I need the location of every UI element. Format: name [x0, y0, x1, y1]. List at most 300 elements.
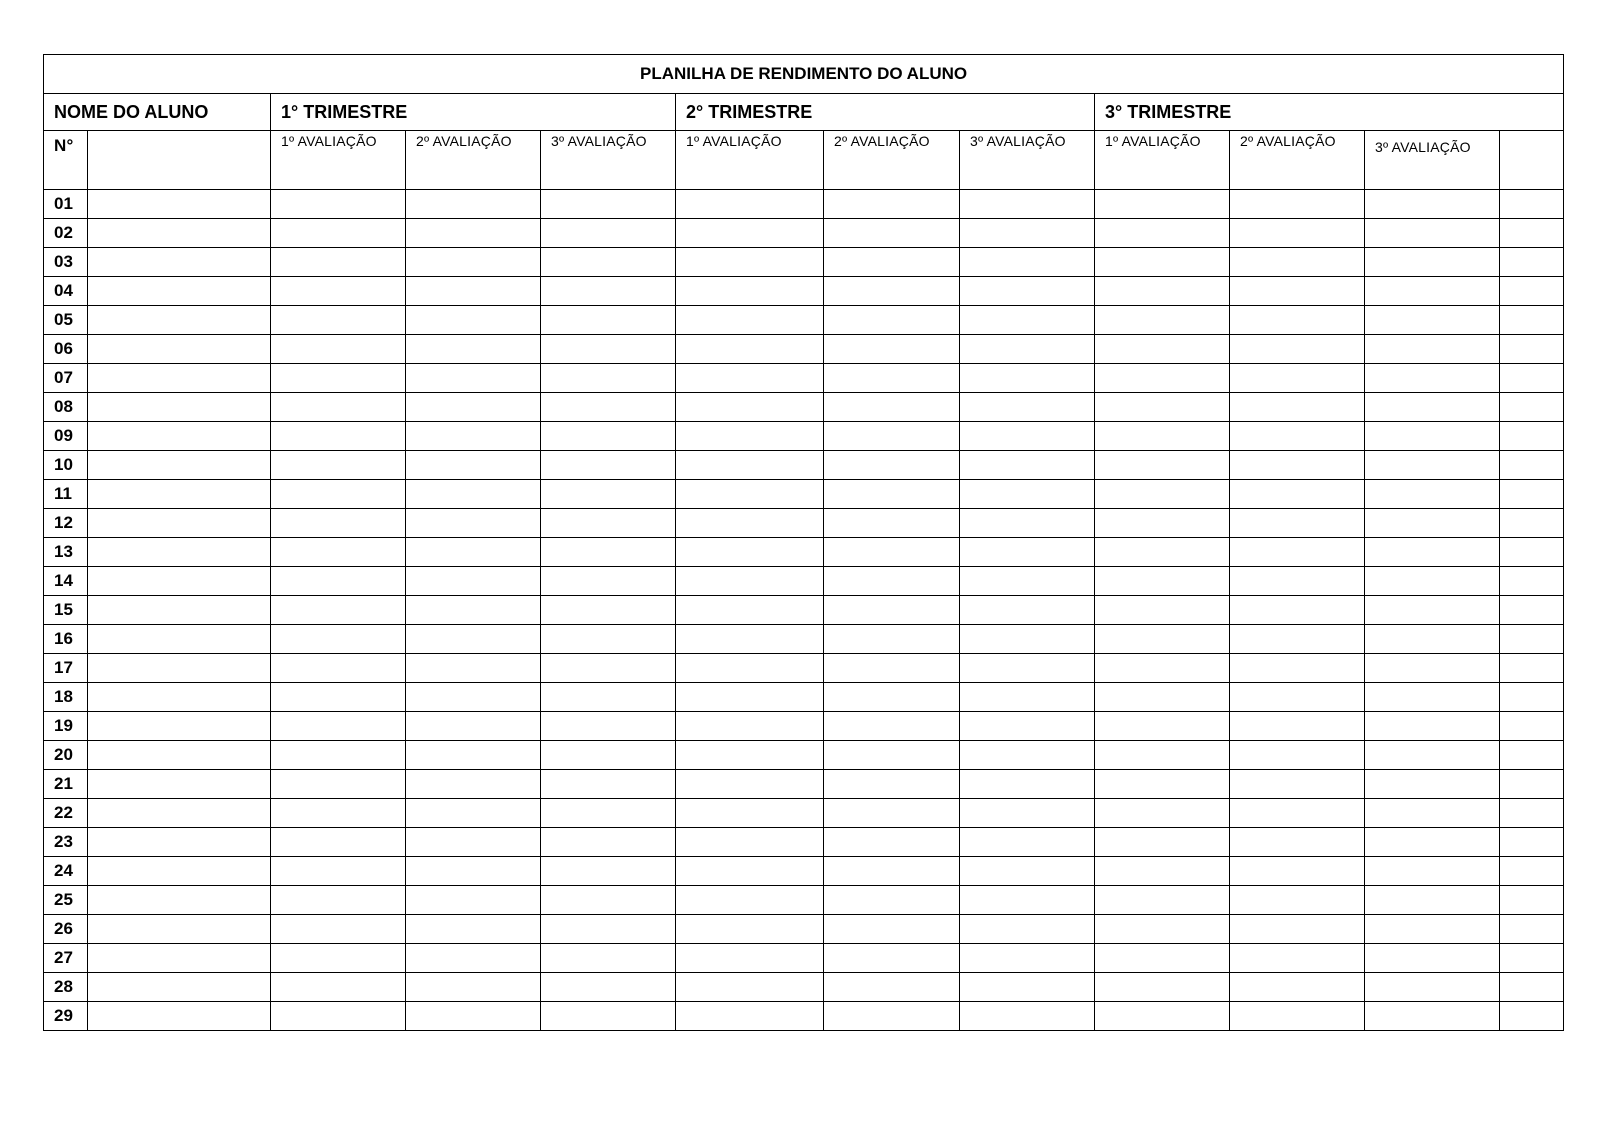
grade-cell[interactable]: [824, 422, 960, 451]
extra-cell[interactable]: [1500, 625, 1564, 654]
grade-cell[interactable]: [541, 393, 676, 422]
student-name-cell[interactable]: [88, 538, 271, 567]
student-name-cell[interactable]: [88, 1002, 271, 1031]
grade-cell[interactable]: [541, 538, 676, 567]
grade-cell[interactable]: [824, 1002, 960, 1031]
grade-cell[interactable]: [960, 712, 1095, 741]
grade-cell[interactable]: [406, 857, 541, 886]
grade-cell[interactable]: [541, 190, 676, 219]
grade-cell[interactable]: [1095, 480, 1230, 509]
extra-cell[interactable]: [1500, 944, 1564, 973]
extra-cell[interactable]: [1500, 799, 1564, 828]
student-name-cell[interactable]: [88, 712, 271, 741]
grade-cell[interactable]: [676, 857, 824, 886]
grade-cell[interactable]: [960, 857, 1095, 886]
grade-cell[interactable]: [271, 190, 406, 219]
grade-cell[interactable]: [960, 509, 1095, 538]
extra-cell[interactable]: [1500, 422, 1564, 451]
grade-cell[interactable]: [271, 625, 406, 654]
grade-cell[interactable]: [1230, 654, 1365, 683]
extra-cell[interactable]: [1500, 886, 1564, 915]
grade-cell[interactable]: [271, 306, 406, 335]
grade-cell[interactable]: [541, 480, 676, 509]
grade-cell[interactable]: [271, 364, 406, 393]
grade-cell[interactable]: [824, 248, 960, 277]
grade-cell[interactable]: [1095, 306, 1230, 335]
grade-cell[interactable]: [676, 364, 824, 393]
grade-cell[interactable]: [406, 277, 541, 306]
student-name-cell[interactable]: [88, 944, 271, 973]
extra-cell[interactable]: [1500, 596, 1564, 625]
grade-cell[interactable]: [271, 509, 406, 538]
grade-cell[interactable]: [1095, 712, 1230, 741]
grade-cell[interactable]: [1365, 799, 1500, 828]
student-name-cell[interactable]: [88, 915, 271, 944]
student-name-cell[interactable]: [88, 422, 271, 451]
grade-cell[interactable]: [541, 886, 676, 915]
grade-cell[interactable]: [271, 944, 406, 973]
grade-cell[interactable]: [271, 248, 406, 277]
grade-cell[interactable]: [824, 973, 960, 1002]
grade-cell[interactable]: [960, 683, 1095, 712]
grade-cell[interactable]: [541, 799, 676, 828]
student-name-cell[interactable]: [88, 248, 271, 277]
grade-cell[interactable]: [1095, 654, 1230, 683]
grade-cell[interactable]: [824, 741, 960, 770]
grade-cell[interactable]: [1095, 799, 1230, 828]
grade-cell[interactable]: [1095, 741, 1230, 770]
grade-cell[interactable]: [960, 393, 1095, 422]
grade-cell[interactable]: [1365, 683, 1500, 712]
grade-cell[interactable]: [676, 799, 824, 828]
student-name-cell[interactable]: [88, 828, 271, 857]
grade-cell[interactable]: [1365, 828, 1500, 857]
extra-cell[interactable]: [1500, 451, 1564, 480]
grade-cell[interactable]: [1230, 915, 1365, 944]
grade-cell[interactable]: [271, 1002, 406, 1031]
grade-cell[interactable]: [1230, 451, 1365, 480]
grade-cell[interactable]: [541, 567, 676, 596]
grade-cell[interactable]: [960, 828, 1095, 857]
grade-cell[interactable]: [271, 770, 406, 799]
grade-cell[interactable]: [541, 1002, 676, 1031]
grade-cell[interactable]: [1365, 770, 1500, 799]
grade-cell[interactable]: [960, 886, 1095, 915]
grade-cell[interactable]: [271, 886, 406, 915]
grade-cell[interactable]: [406, 538, 541, 567]
grade-cell[interactable]: [824, 567, 960, 596]
grade-cell[interactable]: [960, 248, 1095, 277]
grade-cell[interactable]: [824, 277, 960, 306]
grade-cell[interactable]: [676, 944, 824, 973]
grade-cell[interactable]: [1095, 422, 1230, 451]
grade-cell[interactable]: [676, 190, 824, 219]
grade-cell[interactable]: [406, 190, 541, 219]
grade-cell[interactable]: [271, 857, 406, 886]
grade-cell[interactable]: [1230, 1002, 1365, 1031]
grade-cell[interactable]: [1095, 596, 1230, 625]
grade-cell[interactable]: [1230, 422, 1365, 451]
grade-cell[interactable]: [960, 1002, 1095, 1031]
grade-cell[interactable]: [1365, 654, 1500, 683]
grade-cell[interactable]: [541, 451, 676, 480]
grade-cell[interactable]: [1095, 683, 1230, 712]
grade-cell[interactable]: [676, 219, 824, 248]
grade-cell[interactable]: [824, 393, 960, 422]
grade-cell[interactable]: [1365, 509, 1500, 538]
grade-cell[interactable]: [1230, 973, 1365, 1002]
student-name-cell[interactable]: [88, 857, 271, 886]
grade-cell[interactable]: [960, 422, 1095, 451]
grade-cell[interactable]: [1095, 509, 1230, 538]
extra-cell[interactable]: [1500, 857, 1564, 886]
student-name-cell[interactable]: [88, 451, 271, 480]
extra-cell[interactable]: [1500, 538, 1564, 567]
grade-cell[interactable]: [541, 625, 676, 654]
grade-cell[interactable]: [541, 973, 676, 1002]
grade-cell[interactable]: [541, 509, 676, 538]
grade-cell[interactable]: [1230, 480, 1365, 509]
extra-cell[interactable]: [1500, 770, 1564, 799]
grade-cell[interactable]: [824, 190, 960, 219]
grade-cell[interactable]: [824, 364, 960, 393]
grade-cell[interactable]: [271, 277, 406, 306]
grade-cell[interactable]: [1230, 393, 1365, 422]
grade-cell[interactable]: [824, 886, 960, 915]
grade-cell[interactable]: [676, 451, 824, 480]
grade-cell[interactable]: [960, 538, 1095, 567]
grade-cell[interactable]: [676, 683, 824, 712]
student-name-cell[interactable]: [88, 219, 271, 248]
grade-cell[interactable]: [960, 944, 1095, 973]
grade-cell[interactable]: [541, 915, 676, 944]
grade-cell[interactable]: [271, 538, 406, 567]
grade-cell[interactable]: [406, 683, 541, 712]
grade-cell[interactable]: [1095, 886, 1230, 915]
grade-cell[interactable]: [271, 393, 406, 422]
grade-cell[interactable]: [676, 596, 824, 625]
student-name-cell[interactable]: [88, 567, 271, 596]
grade-cell[interactable]: [676, 422, 824, 451]
grade-cell[interactable]: [406, 741, 541, 770]
extra-cell[interactable]: [1500, 741, 1564, 770]
grade-cell[interactable]: [271, 828, 406, 857]
student-name-cell[interactable]: [88, 596, 271, 625]
grade-cell[interactable]: [406, 944, 541, 973]
grade-cell[interactable]: [406, 654, 541, 683]
grade-cell[interactable]: [676, 973, 824, 1002]
grade-cell[interactable]: [1230, 219, 1365, 248]
grade-cell[interactable]: [1230, 306, 1365, 335]
grade-cell[interactable]: [1365, 219, 1500, 248]
grade-cell[interactable]: [960, 306, 1095, 335]
student-name-cell[interactable]: [88, 306, 271, 335]
grade-cell[interactable]: [676, 770, 824, 799]
grade-cell[interactable]: [824, 828, 960, 857]
grade-cell[interactable]: [406, 335, 541, 364]
grade-cell[interactable]: [1230, 857, 1365, 886]
student-name-cell[interactable]: [88, 364, 271, 393]
grade-cell[interactable]: [541, 741, 676, 770]
grade-cell[interactable]: [1230, 712, 1365, 741]
grade-cell[interactable]: [1365, 712, 1500, 741]
grade-cell[interactable]: [676, 393, 824, 422]
grade-cell[interactable]: [824, 480, 960, 509]
grade-cell[interactable]: [541, 277, 676, 306]
grade-cell[interactable]: [1230, 799, 1365, 828]
grade-cell[interactable]: [1230, 277, 1365, 306]
grade-cell[interactable]: [541, 422, 676, 451]
grade-cell[interactable]: [541, 828, 676, 857]
grade-cell[interactable]: [406, 509, 541, 538]
grade-cell[interactable]: [960, 915, 1095, 944]
grade-cell[interactable]: [676, 712, 824, 741]
student-name-cell[interactable]: [88, 973, 271, 1002]
grade-cell[interactable]: [1365, 886, 1500, 915]
student-name-cell[interactable]: [88, 480, 271, 509]
grade-cell[interactable]: [541, 770, 676, 799]
grade-cell[interactable]: [960, 741, 1095, 770]
grade-cell[interactable]: [406, 248, 541, 277]
grade-cell[interactable]: [960, 451, 1095, 480]
grade-cell[interactable]: [1365, 277, 1500, 306]
grade-cell[interactable]: [406, 712, 541, 741]
grade-cell[interactable]: [271, 915, 406, 944]
grade-cell[interactable]: [824, 538, 960, 567]
grade-cell[interactable]: [271, 973, 406, 1002]
grade-cell[interactable]: [1365, 364, 1500, 393]
grade-cell[interactable]: [541, 248, 676, 277]
extra-cell[interactable]: [1500, 654, 1564, 683]
grade-cell[interactable]: [1095, 567, 1230, 596]
grade-cell[interactable]: [960, 596, 1095, 625]
grade-cell[interactable]: [1230, 509, 1365, 538]
extra-cell[interactable]: [1500, 248, 1564, 277]
grade-cell[interactable]: [406, 828, 541, 857]
student-name-cell[interactable]: [88, 509, 271, 538]
grade-cell[interactable]: [824, 654, 960, 683]
extra-cell[interactable]: [1500, 393, 1564, 422]
grade-cell[interactable]: [824, 857, 960, 886]
extra-cell[interactable]: [1500, 1002, 1564, 1031]
grade-cell[interactable]: [676, 509, 824, 538]
grade-cell[interactable]: [676, 480, 824, 509]
student-name-cell[interactable]: [88, 393, 271, 422]
grade-cell[interactable]: [824, 625, 960, 654]
grade-cell[interactable]: [271, 654, 406, 683]
grade-cell[interactable]: [541, 306, 676, 335]
grade-cell[interactable]: [1230, 364, 1365, 393]
grade-cell[interactable]: [271, 335, 406, 364]
grade-cell[interactable]: [1095, 625, 1230, 654]
grade-cell[interactable]: [1095, 915, 1230, 944]
student-name-cell[interactable]: [88, 625, 271, 654]
grade-cell[interactable]: [406, 422, 541, 451]
grade-cell[interactable]: [824, 712, 960, 741]
grade-cell[interactable]: [1365, 625, 1500, 654]
grade-cell[interactable]: [406, 480, 541, 509]
student-name-cell[interactable]: [88, 770, 271, 799]
grade-cell[interactable]: [1365, 190, 1500, 219]
grade-cell[interactable]: [406, 915, 541, 944]
grade-cell[interactable]: [271, 451, 406, 480]
grade-cell[interactable]: [406, 364, 541, 393]
grade-cell[interactable]: [541, 712, 676, 741]
grade-cell[interactable]: [1095, 451, 1230, 480]
grade-cell[interactable]: [824, 596, 960, 625]
grade-cell[interactable]: [1095, 393, 1230, 422]
grade-cell[interactable]: [676, 335, 824, 364]
grade-cell[interactable]: [676, 248, 824, 277]
grade-cell[interactable]: [541, 683, 676, 712]
grade-cell[interactable]: [1095, 248, 1230, 277]
student-name-cell[interactable]: [88, 654, 271, 683]
grade-cell[interactable]: [1095, 190, 1230, 219]
grade-cell[interactable]: [676, 538, 824, 567]
extra-cell[interactable]: [1500, 277, 1564, 306]
grade-cell[interactable]: [271, 219, 406, 248]
grade-cell[interactable]: [960, 799, 1095, 828]
grade-cell[interactable]: [1230, 567, 1365, 596]
grade-cell[interactable]: [406, 219, 541, 248]
extra-cell[interactable]: [1500, 915, 1564, 944]
extra-cell[interactable]: [1500, 509, 1564, 538]
grade-cell[interactable]: [541, 335, 676, 364]
grade-cell[interactable]: [271, 596, 406, 625]
grade-cell[interactable]: [960, 625, 1095, 654]
grade-cell[interactable]: [541, 596, 676, 625]
grade-cell[interactable]: [541, 364, 676, 393]
student-name-cell[interactable]: [88, 741, 271, 770]
grade-cell[interactable]: [824, 306, 960, 335]
student-name-cell[interactable]: [88, 886, 271, 915]
grade-cell[interactable]: [676, 306, 824, 335]
grade-cell[interactable]: [1365, 451, 1500, 480]
grade-cell[interactable]: [824, 683, 960, 712]
grade-cell[interactable]: [824, 944, 960, 973]
grade-cell[interactable]: [960, 364, 1095, 393]
grade-cell[interactable]: [676, 1002, 824, 1031]
grade-cell[interactable]: [824, 219, 960, 248]
grade-cell[interactable]: [1095, 1002, 1230, 1031]
grade-cell[interactable]: [1230, 335, 1365, 364]
extra-cell[interactable]: [1500, 219, 1564, 248]
grade-cell[interactable]: [1230, 248, 1365, 277]
grade-cell[interactable]: [406, 625, 541, 654]
grade-cell[interactable]: [271, 422, 406, 451]
grade-cell[interactable]: [406, 567, 541, 596]
grade-cell[interactable]: [1095, 364, 1230, 393]
grade-cell[interactable]: [1230, 886, 1365, 915]
student-name-cell[interactable]: [88, 683, 271, 712]
grade-cell[interactable]: [960, 190, 1095, 219]
grade-cell[interactable]: [1095, 857, 1230, 886]
grade-cell[interactable]: [1365, 857, 1500, 886]
grade-cell[interactable]: [541, 654, 676, 683]
grade-cell[interactable]: [541, 857, 676, 886]
grade-cell[interactable]: [406, 973, 541, 1002]
grade-cell[interactable]: [1365, 422, 1500, 451]
grade-cell[interactable]: [960, 770, 1095, 799]
grade-cell[interactable]: [271, 712, 406, 741]
grade-cell[interactable]: [960, 973, 1095, 1002]
grade-cell[interactable]: [824, 509, 960, 538]
grade-cell[interactable]: [1230, 944, 1365, 973]
grade-cell[interactable]: [271, 480, 406, 509]
grade-cell[interactable]: [1095, 538, 1230, 567]
grade-cell[interactable]: [676, 741, 824, 770]
extra-cell[interactable]: [1500, 480, 1564, 509]
grade-cell[interactable]: [1365, 944, 1500, 973]
grade-cell[interactable]: [1365, 1002, 1500, 1031]
extra-header-blank[interactable]: [1500, 131, 1564, 190]
grade-cell[interactable]: [1230, 741, 1365, 770]
grade-cell[interactable]: [1095, 770, 1230, 799]
grade-cell[interactable]: [676, 654, 824, 683]
grade-cell[interactable]: [960, 480, 1095, 509]
grade-cell[interactable]: [541, 219, 676, 248]
grade-cell[interactable]: [1095, 219, 1230, 248]
grade-cell[interactable]: [1365, 741, 1500, 770]
extra-cell[interactable]: [1500, 335, 1564, 364]
grade-cell[interactable]: [1365, 248, 1500, 277]
grade-cell[interactable]: [1095, 277, 1230, 306]
grade-cell[interactable]: [1230, 190, 1365, 219]
grade-cell[interactable]: [271, 799, 406, 828]
grade-cell[interactable]: [1230, 538, 1365, 567]
grade-cell[interactable]: [1365, 567, 1500, 596]
grade-cell[interactable]: [1365, 480, 1500, 509]
grade-cell[interactable]: [676, 625, 824, 654]
grade-cell[interactable]: [406, 393, 541, 422]
grade-cell[interactable]: [1365, 596, 1500, 625]
extra-cell[interactable]: [1500, 683, 1564, 712]
grade-cell[interactable]: [406, 886, 541, 915]
grade-cell[interactable]: [1365, 915, 1500, 944]
grade-cell[interactable]: [406, 770, 541, 799]
grade-cell[interactable]: [960, 277, 1095, 306]
grade-cell[interactable]: [1095, 828, 1230, 857]
grade-cell[interactable]: [1365, 306, 1500, 335]
grade-cell[interactable]: [271, 741, 406, 770]
grade-cell[interactable]: [960, 567, 1095, 596]
extra-cell[interactable]: [1500, 828, 1564, 857]
grade-cell[interactable]: [676, 915, 824, 944]
grade-cell[interactable]: [1095, 335, 1230, 364]
student-name-cell[interactable]: [88, 277, 271, 306]
extra-cell[interactable]: [1500, 190, 1564, 219]
extra-cell[interactable]: [1500, 973, 1564, 1002]
grade-cell[interactable]: [676, 828, 824, 857]
grade-cell[interactable]: [676, 567, 824, 596]
grade-cell[interactable]: [1095, 973, 1230, 1002]
grade-cell[interactable]: [1365, 335, 1500, 364]
grade-cell[interactable]: [1230, 596, 1365, 625]
grade-cell[interactable]: [960, 654, 1095, 683]
grade-cell[interactable]: [1230, 828, 1365, 857]
extra-cell[interactable]: [1500, 306, 1564, 335]
grade-cell[interactable]: [1095, 944, 1230, 973]
grade-cell[interactable]: [406, 451, 541, 480]
extra-cell[interactable]: [1500, 712, 1564, 741]
grade-cell[interactable]: [676, 277, 824, 306]
grade-cell[interactable]: [1365, 973, 1500, 1002]
grade-cell[interactable]: [1230, 625, 1365, 654]
name-header-blank[interactable]: [88, 131, 271, 190]
grade-cell[interactable]: [1365, 538, 1500, 567]
grade-cell[interactable]: [824, 335, 960, 364]
grade-cell[interactable]: [406, 1002, 541, 1031]
